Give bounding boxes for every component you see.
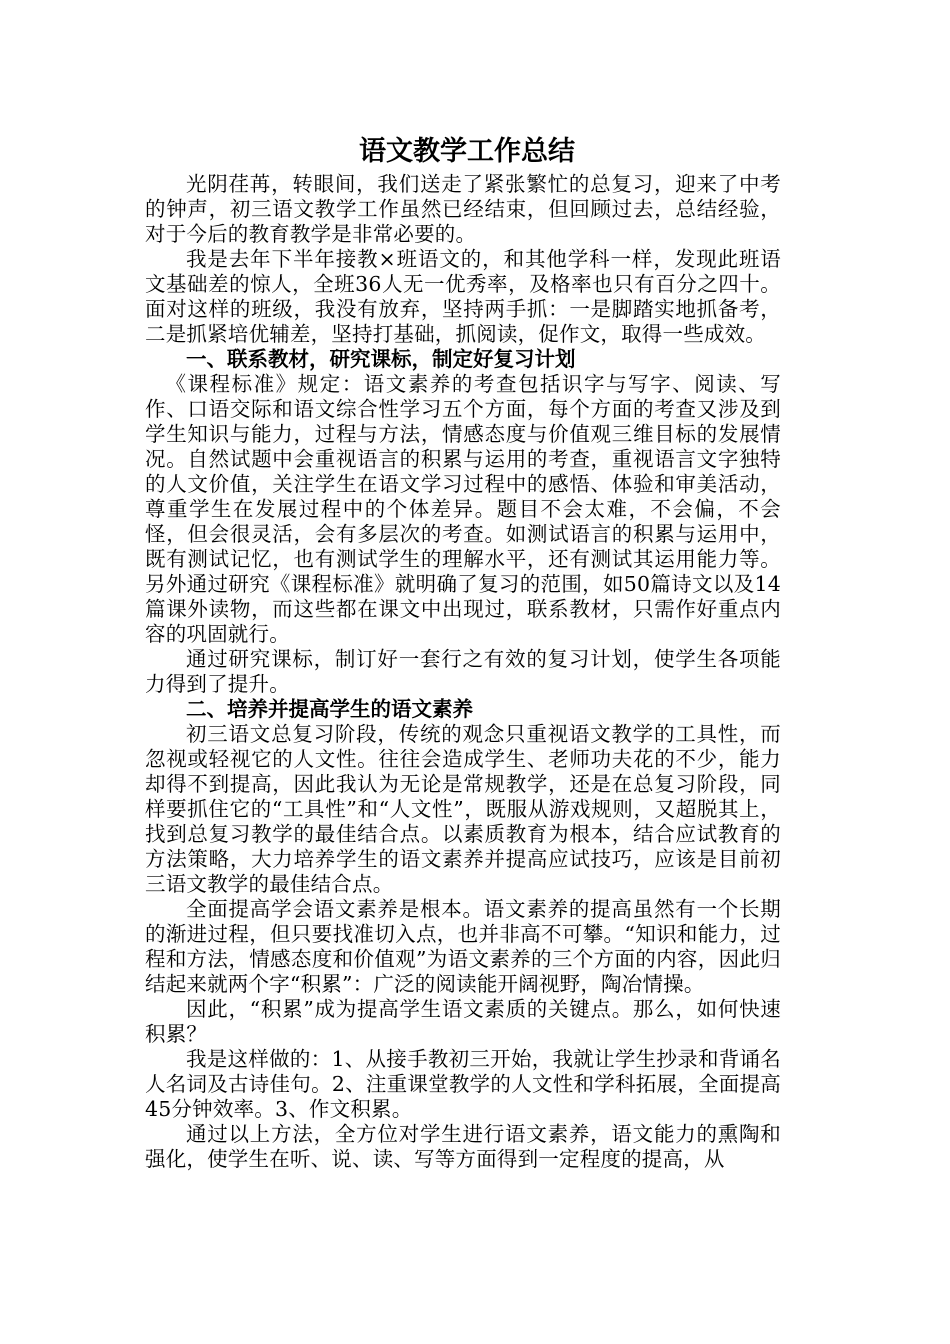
paragraph-review-plan: 通过研究课标，制订好一套行之有效的复习计划，使学生各项能力得到了提升。	[145, 647, 781, 696]
document-page	[145, 132, 781, 1172]
paragraph-accumulation: 全面提高学会语文素养是根本。语文素养的提高虽然有一个长期的渐进过程，但只要找准切入点，也并非高不可攀。“知识和能力，过程和方法，情感态度和价值观”为语文素养的三个方面的内容，因此归结起来就两个字“积累”：广泛的阅读能开阔视野，陶冶情操。	[145, 897, 781, 996]
paragraph-class-situation: 我是去年下半年接教×班语文的，和其他学科一样，发现此班语文基础差的惊人，全班36人无一优秀率，及格率也只有百分之四十。面对这样的班级，我没有放弃，坚持两手抓：一是脚踏实地抓备考，二是抓紧培优辅差，坚持打基础，抓阅读，促作文，取得一些成效。	[145, 247, 781, 346]
section-heading-1: 一、联系教材，研究课标，制定好复习计划	[186, 347, 576, 371]
paragraph-curriculum-standard: 《课程标准》规定：语文素养的考查包括识字与写字、阅读、写作、口语交际和语文综合性学习五个方面，每个方面的考查又涉及到学生知识与能力，过程与方法，情感态度与价值观三维目标的发展情况。自然试题中会重视语言的积累与运用的考查，重视语言文字独特的人文价值，关注学生在语文学习过程中的感悟、体验和审美活动，尊重学生在发展过程中的个体差异。题目不会太难，不会偏，不会怪，但会很灵活，会有多层次的考查。如测试语言的积累与运用中，既有测试记忆，也有测试学生的理解水平，还有测试其运用能力等。另外通过研究《课程标准》就明确了复习的范围，如50篇诗文以及14篇课外读物，而这些都在课文中出现过，联系教材，只需作好重点内容的巩固就行。	[145, 372, 781, 646]
paragraph-intro: 光阴荏苒，转眼间，我们送走了紧张繁忙的总复习，迎来了中考的钟声，初三语文教学工作虽然已经结束，但回顾过去，总结经验，对于今后的教育教学是非常必要的。	[145, 172, 781, 246]
paragraph-key-point: 因此，“积累”成为提高学生语文素质的关键点。那么，如何快速积累？	[145, 997, 781, 1046]
paragraph-literacy: 初三语文总复习阶段，传统的观念只重视语文教学的工具性，而忽视或轻视它的人文性。往往会造成学生、老师功夫花的不少，能力却得不到提高，因此我认为无论是常规教学，还是在总复习阶段，同样要抓住它的“工具性”和“人文性”，既服从游戏规则，又超脱其上，找到总复习教学的最佳结合点。以素质教育为根本，结合应试教育的方法策略，大力培养学生的语文素养并提高应试技巧，应该是目前初三语文教学的最佳结合点。	[145, 722, 781, 896]
section-heading-2: 二、培养并提高学生的语文素养	[186, 697, 473, 721]
paragraph-methods: 我是这样做的：1、从接手教初三开始，我就让学生抄录和背诵名人名词及古诗佳句。2、注重课堂教学的人文性和学科拓展，全面提高45分钟效率。3、作文积累。	[145, 1047, 781, 1121]
paragraph-results: 通过以上方法，全方位对学生进行语文素养，语文能力的熏陶和强化，使学生在听、说、读、写等方面得到一定程度的提高，从	[145, 1122, 781, 1171]
document-title: 语文教学工作总结	[359, 136, 575, 167]
